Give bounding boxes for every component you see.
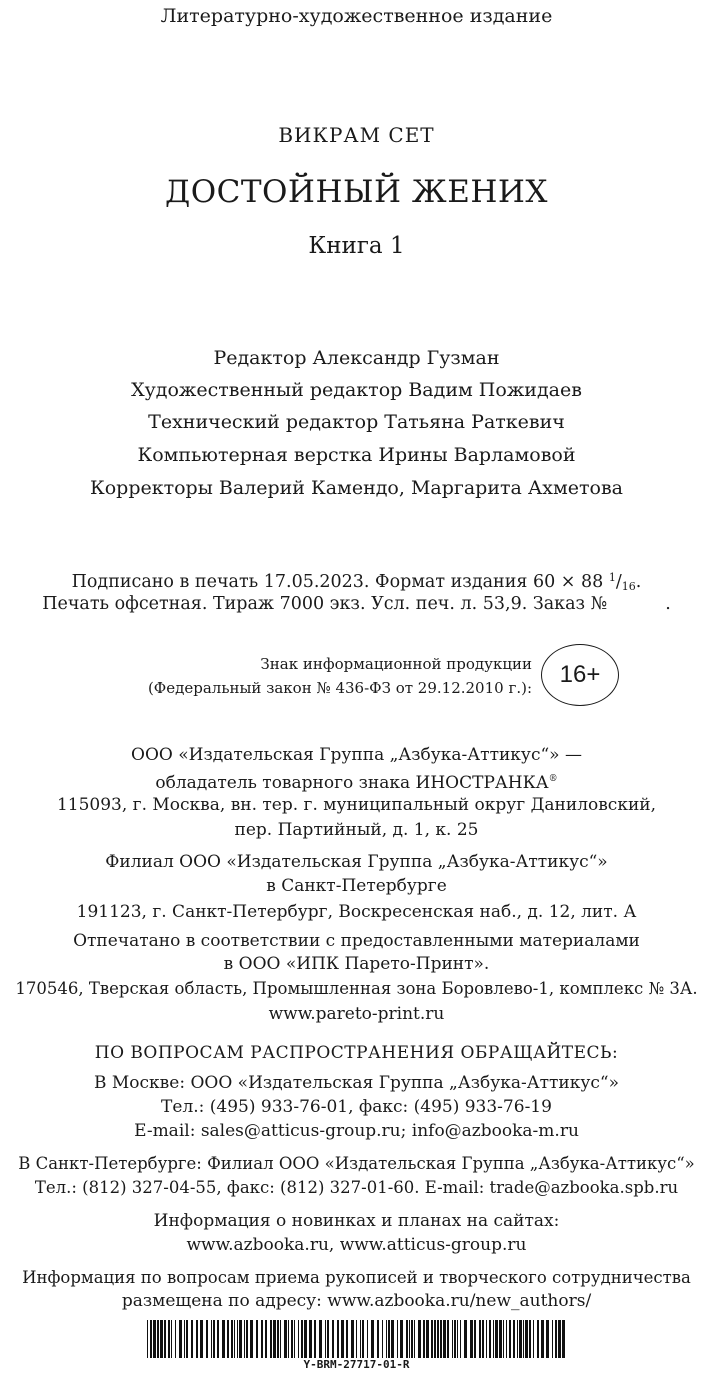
barcode-bar: [171, 1320, 172, 1358]
barcode-bar: [409, 1320, 410, 1358]
barcode-bar: [460, 1320, 461, 1358]
barcode-bar: [367, 1320, 368, 1358]
barcode-bar: [273, 1320, 276, 1358]
barcode-bar: [397, 1320, 398, 1358]
manuscripts-url: размещена по адресу: www.azbooka.ru/new_authors/: [121, 1291, 592, 1311]
barcode-bar: [423, 1320, 425, 1358]
manuscripts-info: Информация по вопросам приема рукописей и творческого сотрудничества: [22, 1268, 691, 1287]
edition-type: Литературно-художественное издание: [160, 5, 553, 27]
barcode-bar: [562, 1320, 565, 1358]
publisher-address-2: пер. Партийный, д. 1, к. 25: [234, 820, 479, 840]
barcode-bar: [213, 1320, 215, 1358]
age-sign-law: (Федеральный закон № 436-ФЗ от 29.12.2010 г.):: [147, 679, 532, 697]
registered-mark: ®: [548, 774, 558, 784]
barcode-bar: [558, 1320, 561, 1358]
barcode-bar: [319, 1320, 322, 1358]
barcode-bar: [294, 1320, 295, 1358]
format-separator: /: [615, 572, 622, 592]
barcode-bar: [256, 1320, 258, 1358]
printer-address: 170546, Тверская область, Промышленная зона Боровлево-1, комплекс № 3А.: [15, 979, 698, 998]
barcode-bar: [537, 1320, 539, 1358]
credit-proofreaders: Корректоры Валерий Камендо, Маргарита Ахметова: [90, 477, 623, 499]
barcode-bar: [231, 1320, 233, 1358]
barcode-bar: [157, 1320, 159, 1358]
barcode-bar: [482, 1320, 484, 1358]
barcode-bar: [400, 1320, 403, 1358]
publisher-trademark-text: обладатель товарного знака ИНОСТРАНКА: [155, 773, 549, 793]
barcode-bar: [513, 1320, 515, 1358]
barcode-bar: [246, 1320, 248, 1358]
print-info-run-order: Печать офсетная. Тираж 7000 экз. Усл. печ. л. 53,9. Заказ №: [42, 594, 608, 614]
print-info-line-2: [0, 593, 713, 615]
barcode-bar: [265, 1320, 267, 1358]
barcode-bar: [426, 1320, 429, 1358]
barcode-bar: [160, 1320, 163, 1358]
barcode-bar: [371, 1320, 374, 1358]
barcode-code: Y-BRM-27717-01-R: [303, 1358, 410, 1371]
barcode-bar: [227, 1320, 229, 1358]
moscow-contact: В Москве: ООО «Издательская Группа „Азбука-Аттикус“»: [94, 1073, 619, 1093]
age-rating-badge: 16+: [541, 644, 619, 706]
barcode-bar: [288, 1320, 289, 1358]
credit-layout: Компьютерная верстка Ирины Варламовой: [137, 444, 576, 466]
publisher-name: ООО «Издательская Группа „Азбука-Аттикус“» —: [131, 745, 582, 765]
publisher-address-1: 115093, г. Москва, вн. тер. г. муниципальный округ Даниловский,: [56, 795, 657, 815]
barcode-bar: [519, 1320, 522, 1358]
barcode-bar: [200, 1320, 203, 1358]
format-end-dot: .: [635, 572, 642, 592]
barcode-bar: [239, 1320, 242, 1358]
barcode-bar: [503, 1320, 504, 1358]
print-info-signed-format: Подписано в печать 17.05.2023. Формат издания 60 × 88: [71, 572, 604, 592]
barcode-bar: [362, 1320, 364, 1358]
barcode-bar: [517, 1320, 518, 1358]
barcode-bar: [506, 1320, 507, 1358]
barcode-bar: [175, 1320, 176, 1358]
format-denominator: 16: [621, 580, 636, 593]
book-author: ВИКРАМ СЕТ: [278, 123, 435, 147]
barcode-bar: [150, 1320, 152, 1358]
barcode-bar: [431, 1320, 433, 1358]
websites-list: www.azbooka.ru, www.atticus-group.ru: [186, 1235, 527, 1255]
barcode-bar: [464, 1320, 467, 1358]
barcode-bar: [509, 1320, 511, 1358]
barcode-bar: [206, 1320, 208, 1358]
barcode-bar: [261, 1320, 263, 1358]
barcode-bar: [298, 1320, 299, 1358]
barcode-bar: [546, 1320, 549, 1358]
barcode-bar: [280, 1320, 281, 1358]
barcode-bar: [304, 1320, 307, 1358]
barcode-bar: [434, 1320, 436, 1358]
moscow-phones: Тел.: (495) 933-76-01, факс: (495) 933-76-19: [161, 1097, 552, 1117]
branch-city: в Санкт-Петербурге: [266, 876, 447, 896]
barcode-bar: [332, 1320, 334, 1358]
barcode-bar: [474, 1320, 476, 1358]
barcode-bar: [179, 1320, 182, 1358]
websites-label: Информация о новинках и планах на сайтах:: [153, 1211, 560, 1231]
printer-name: в ООО «ИПК Парето-Принт».: [223, 954, 490, 974]
printer-website: www.pareto-print.ru: [268, 1004, 445, 1024]
barcode-bar: [529, 1320, 531, 1358]
barcode-bar: [523, 1320, 524, 1358]
barcode-bar: [452, 1320, 453, 1358]
barcode-bar: [284, 1320, 287, 1358]
barcode-bar: [164, 1320, 166, 1358]
barcode-bar: [437, 1320, 439, 1358]
barcode-bar: [184, 1320, 185, 1358]
barcode-bar: [314, 1320, 316, 1358]
barcode-bar: [457, 1320, 458, 1358]
credit-art-editor: Художественный редактор Вадим Пожидаев: [131, 379, 582, 401]
barcode-bar: [191, 1320, 193, 1358]
barcode-bar: [418, 1320, 421, 1358]
barcode-bar: [486, 1320, 487, 1358]
barcode-bar: [555, 1320, 557, 1358]
barcode-bar: [337, 1320, 339, 1358]
barcode-bar: [222, 1320, 225, 1358]
barcode-bar: [454, 1320, 456, 1358]
barcode-bar: [186, 1320, 188, 1358]
publisher-trademark: [0, 768, 713, 794]
barcode-bar: [234, 1320, 235, 1358]
barcode-bar: [360, 1320, 361, 1358]
barcode-bar: [341, 1320, 344, 1358]
barcode: [147, 1320, 565, 1358]
format-numerator: 1: [608, 571, 616, 584]
barcode-bar: [277, 1320, 279, 1358]
moscow-emails: E-mail: sales@atticus-group.ru; info@azbooka-m.ru: [134, 1121, 579, 1141]
barcode-bar: [270, 1320, 272, 1358]
barcode-bar: [479, 1320, 481, 1358]
barcode-bar: [470, 1320, 473, 1358]
barcode-bar: [382, 1320, 383, 1358]
barcode-bar: [391, 1320, 394, 1358]
distribution-heading: ПО ВОПРОСАМ РАСПРОСТРАНЕНИЯ ОБРАЩАЙТЕСЬ:: [94, 1043, 619, 1063]
barcode-bar: [489, 1320, 491, 1358]
barcode-bar: [291, 1320, 293, 1358]
barcode-bar: [443, 1320, 446, 1358]
barcode-bar: [217, 1320, 219, 1358]
barcode-bar: [327, 1320, 329, 1358]
printer-note: Отпечатано в соответствии с предоставленными материалами: [73, 931, 640, 951]
barcode-bar: [196, 1320, 198, 1358]
barcode-bar: [406, 1320, 408, 1358]
barcode-bar: [351, 1320, 354, 1358]
order-end-dot: .: [665, 594, 671, 614]
barcode-bar: [325, 1320, 326, 1358]
barcode-bar: [552, 1320, 553, 1358]
barcode-bar: [244, 1320, 245, 1358]
barcode-bar: [499, 1320, 502, 1358]
branch-name: Филиал ООО «Издательская Группа „Азбука-Аттикус“»: [105, 852, 608, 872]
barcode-bar: [414, 1320, 415, 1358]
age-sign-label: Знак информационной продукции: [260, 655, 532, 673]
barcode-bar: [237, 1320, 238, 1358]
barcode-bar: [211, 1320, 212, 1358]
barcode-bar: [147, 1320, 148, 1358]
barcode-bar: [153, 1320, 156, 1358]
barcode-bar: [533, 1320, 534, 1358]
barcode-bar: [346, 1320, 348, 1358]
spb-contact: В Санкт-Петербурге: Филиал ООО «Издательская Группа „Азбука-Аттикус“»: [18, 1154, 695, 1173]
barcode-bar: [309, 1320, 312, 1358]
book-volume: Книга 1: [308, 233, 405, 259]
barcode-bar: [493, 1320, 494, 1358]
barcode-bar: [388, 1320, 390, 1358]
barcode-bar: [495, 1320, 498, 1358]
spb-phones: Тел.: (812) 327-04-55, факс: (812) 327-01-60. E-mail: trade@azbooka.spb.ru: [34, 1178, 679, 1197]
barcode-bar: [168, 1320, 170, 1358]
barcode-bar: [301, 1320, 303, 1358]
barcode-bar: [356, 1320, 357, 1358]
barcode-bar: [386, 1320, 387, 1358]
credit-tech-editor: Технический редактор Татьяна Раткевич: [148, 411, 565, 433]
barcode-bar: [250, 1320, 253, 1358]
barcode-bar: [447, 1320, 449, 1358]
credit-editor: Редактор Александр Гузман: [213, 347, 500, 369]
barcode-bar: [525, 1320, 528, 1358]
book-title: ДОСТОЙНЫЙ ЖЕНИХ: [165, 174, 548, 210]
barcode-bar: [541, 1320, 544, 1358]
barcode-bar: [440, 1320, 442, 1358]
barcode-bar: [377, 1320, 379, 1358]
barcode-bar: [411, 1320, 413, 1358]
branch-address: 191123, г. Санкт-Петербург, Воскресенская наб., д. 12, лит. А: [76, 902, 637, 922]
